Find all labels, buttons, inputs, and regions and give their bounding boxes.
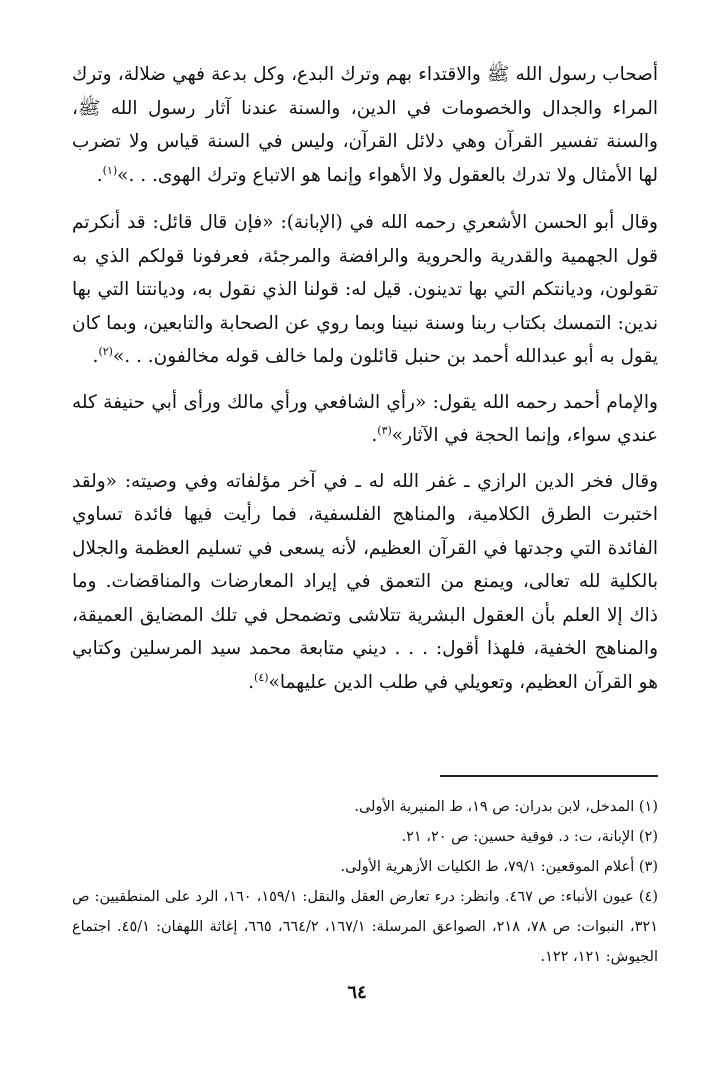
paragraph-1 xyxy=(72,58,658,192)
footnote-2: (٢) الإبانة، ت: د. فوقية حسين: ص ٢٠، ٢١. xyxy=(401,829,658,845)
footnotes xyxy=(72,792,658,972)
footnote-3: (٣) أعلام الموقعين: ٧٩/١، ط الكليات الأزهرية الأولى. xyxy=(340,859,658,875)
footnote-4: (٤) عيون الأنباء: ص ٤٦٧. وانظر: درء تعارض العقل والنقل: ١٥٩/١، ١٦٠، الرد على المنطقيين: ص ٣٢١، النبوات: ص ٧٨، ٢١٨، الصواعق المرسلة: ١٦٧/١، ٦٦٤/٢، ٦٦٥، إغاثة اللهفان: ٤٥/١. اجتماع الجيوش: ١٢١، ١٢٢. xyxy=(72,889,658,965)
page-number: ٦٤ xyxy=(347,982,367,1003)
paragraph-3-text: والإمام أحمد رحمه الله يقول: «رأي الشافعي ورأي مالك ورأى أبي حنيفة كله عندي سواء، وإنما الحجة في الآثار» xyxy=(72,391,658,446)
paragraph-3 xyxy=(72,386,658,453)
footnote-1: (١) المدخل، لابن بدران: ص ١٩، ط المنيرية الأولى. xyxy=(354,799,658,815)
page-body xyxy=(72,58,658,711)
paragraph-3-end: . xyxy=(371,425,378,446)
footnote-ref-1[interactable]: (١) xyxy=(102,163,118,177)
paragraph-2 xyxy=(72,206,658,374)
paragraph-2-end: . xyxy=(92,346,99,367)
footnote-ref-2[interactable]: (٢) xyxy=(98,344,113,358)
paragraph-4-text: وقال فخر الدين الرازي ـ غفر الله له ـ في آخر مؤلفاته وفي وصيته: «ولقد اختبرت الطرق الكلامية، والمناهج الفلسفية، فما رأيت فيها فائدة تساوي الفائدة التي وجدتها في القرآن العظيم، لأنه يسعى في تسليم العظمة والجلال بالكلية لله تعالى، ويمنع من التعمق في إيراد المعارضات والمناقضات. وما ذاك إلا العلم بأن العقول البشرية تتلاشى وتضمحل في تلك المضايق العميقة، والمناهج الخفية، فلهذا أقول: . . . ديني متابعة محمد سيد المرسلين وكتابي هو القرآن العظيم، وتعويلي في طلب الدين عليهما» xyxy=(72,470,658,693)
paragraph-1-text: أصحاب رسول الله ﷺ والاقتداء بهم وترك البدع، وكل بدعة فهي ضلالة، وترك المراء والجدال والخصومات في الدين، والسنة عندنا آثار رسول الله ﷺ، والسنة تفسير القرآن وهي دلائل القرآن، وليس في السنة قياس ولا تضرب لها الأمثال ولا تدرك بالعقول ولا الأهواء وإنما هو الاتباع وترك الهوى. . .» xyxy=(72,64,658,186)
footnote-ref-4[interactable]: (٤) xyxy=(254,670,269,684)
footnote-ref-3[interactable]: (٣) xyxy=(377,423,392,437)
paragraph-1-end: . xyxy=(96,164,103,186)
paragraph-2-text: وقال أبو الحسن الأشعري رحمه الله في (الإبانة): «فإن قال قائل: قد أنكرتم قول الجهمية والقدرية والحروية والرافضة والمرجئة، فعرفونا قولكم الذي به تقولون، وديانتكم التي بها تدينون. قيل له: قولنا الذي نقول به، وديانتنا التي بها ندين: التمسك بكتاب ربنا وسنة نبينا وبما روي عن الصحابة والتابعين، وبما كان يقول به أبو عبدالله أحمد بن حنبل قائلون ولما خالف قوله مخالفون. . .» xyxy=(72,212,658,367)
footnote-divider xyxy=(440,775,658,777)
paragraph-4-end: . xyxy=(248,671,255,693)
paragraph-4 xyxy=(72,465,658,700)
